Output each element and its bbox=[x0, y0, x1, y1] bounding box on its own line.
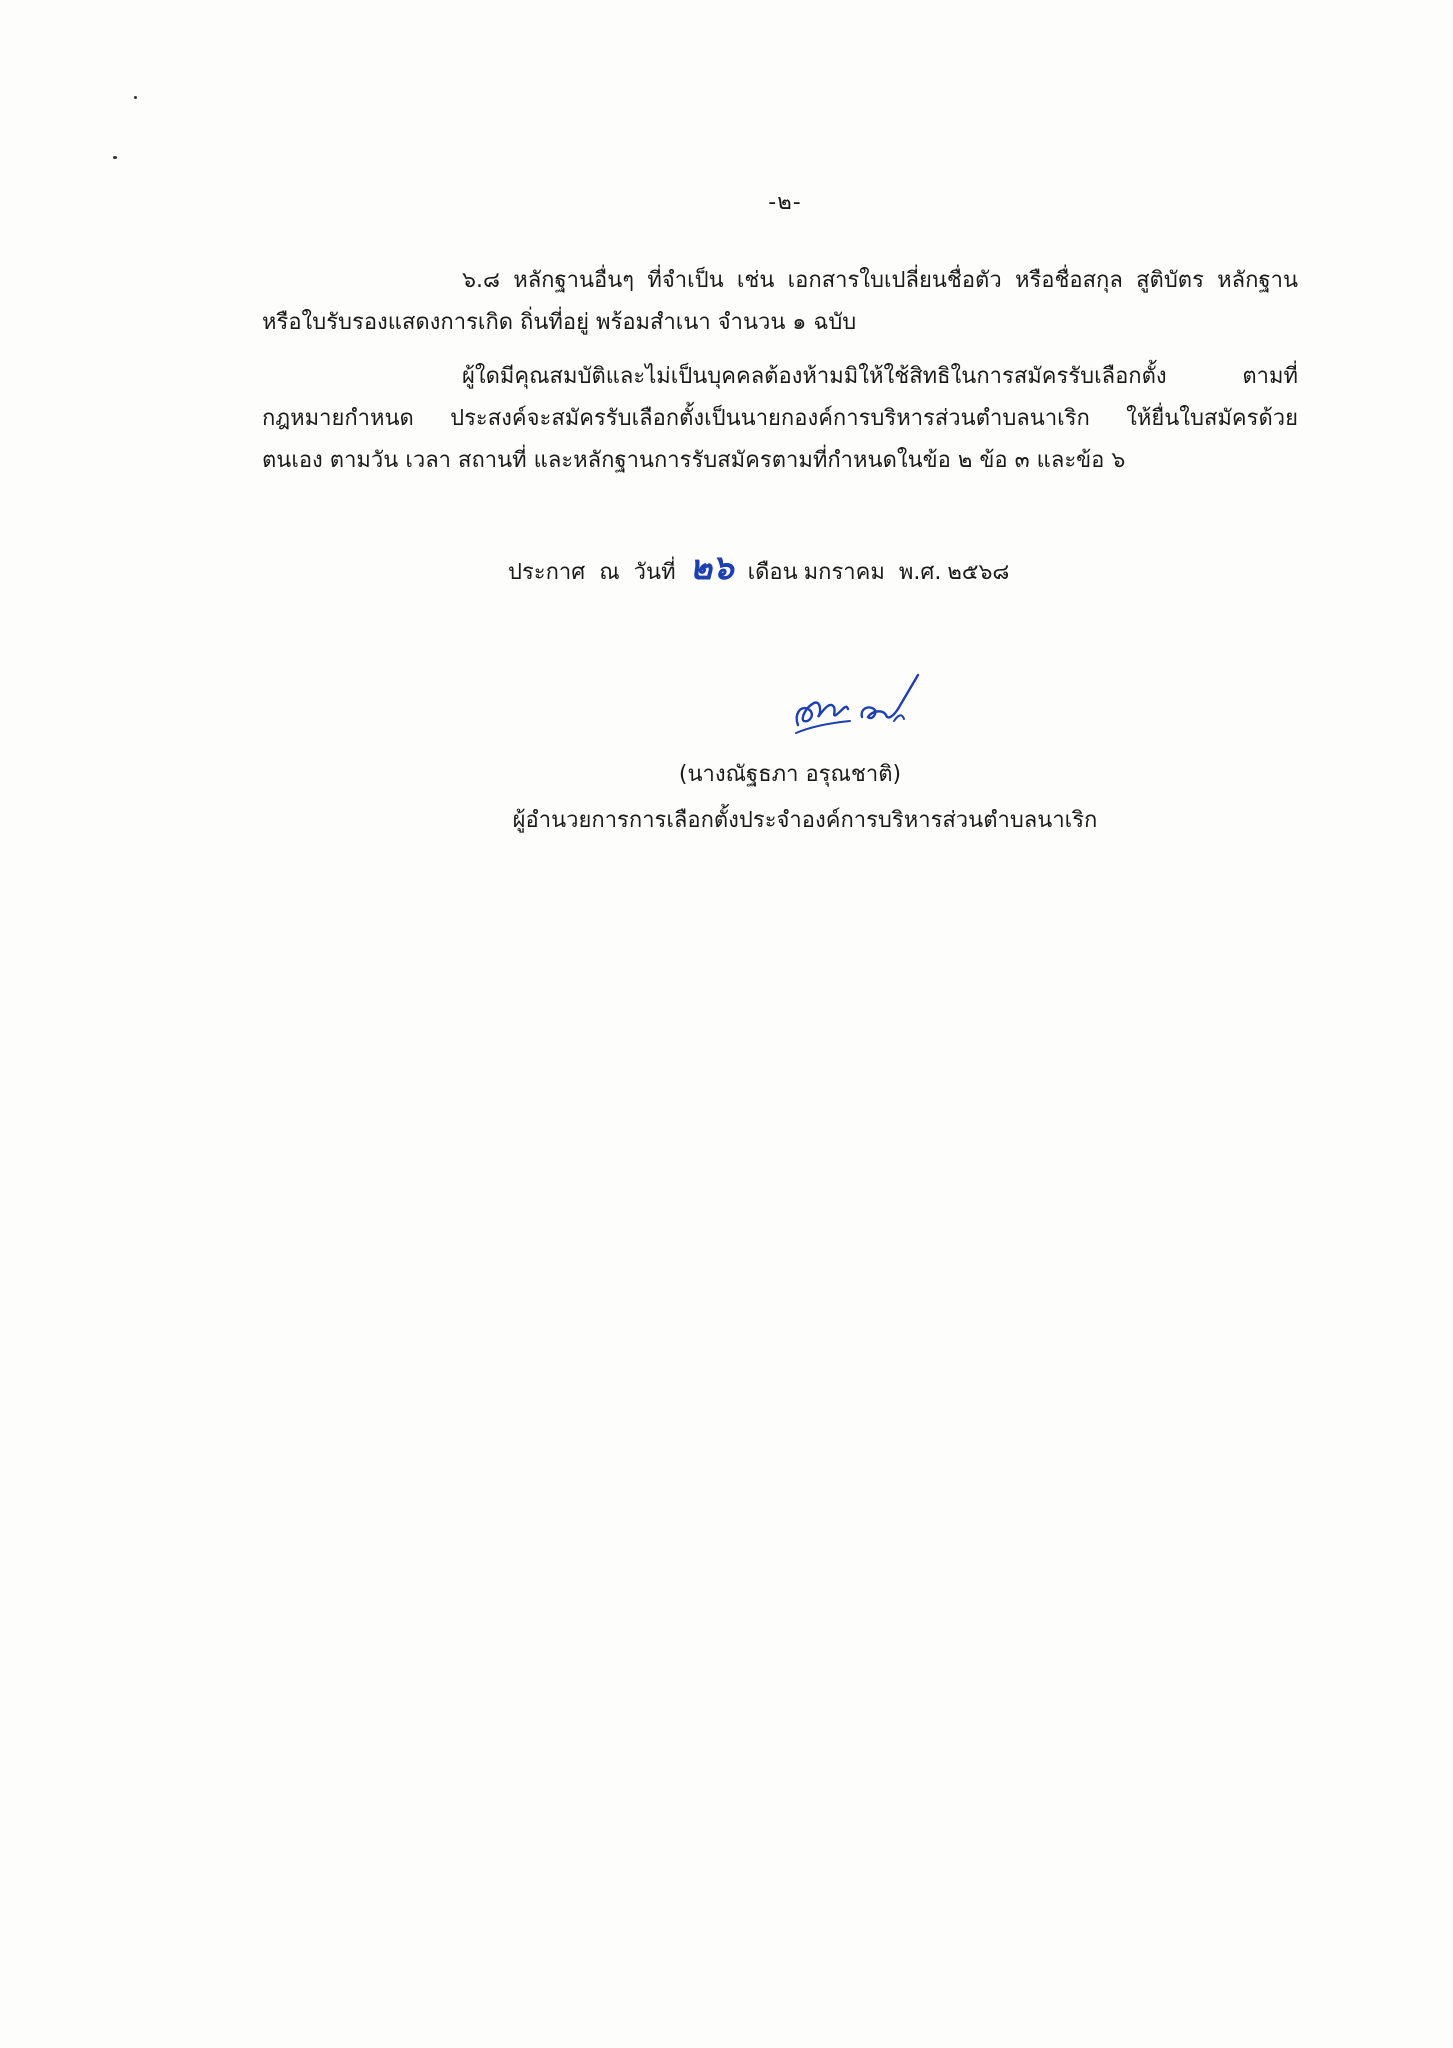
year-value: ๒๕๖๘ bbox=[947, 560, 1010, 585]
evidence-paragraph: ๖.๘ หลักฐานอื่นๆ ที่จำเป็น เช่น เอกสารใบเปลี่ยนชื่อตัว หรือชื่อสกุล สูติบัตร หลักฐาน หรือใบรับรองแสดงการเกิด ถิ่นที่อยู่ พร้อมสำเนา จำนวน ๑ ฉบับ bbox=[262, 268, 1298, 335]
page-number: -๒- bbox=[768, 190, 802, 215]
month-label: เดือน bbox=[747, 560, 798, 585]
month-value: มกราคม bbox=[803, 560, 885, 585]
body-text bbox=[262, 260, 1298, 482]
signer-title: ผู้อำนวยการการเลือกตั้งประจำองค์การบริหารส่วนตำบลนาเริก bbox=[512, 808, 1098, 833]
handwritten-day: ๒๖ bbox=[689, 548, 734, 588]
announcement-date-line bbox=[508, 540, 1023, 594]
era-label: พ.ศ. bbox=[898, 560, 942, 585]
scan-speck bbox=[113, 156, 117, 159]
handwritten-signature bbox=[790, 665, 930, 745]
announce-label: ประกาศ bbox=[508, 560, 586, 585]
application-paragraph: ผู้ใดมีคุณสมบัติและไม่เป็นบุคคลต้องห้ามมิให้ใช้สิทธิในการสมัครรับเลือกตั้ง ตามที่กฎหมายกำหนด ประสงค์จะสมัครรับเลือกตั้งเป็นนายกองค์การบริหารส่วนตำบลนาเริก ให้ยื่นใบสมัครด้วยตนเอง ตามวัน เวลา สถานที่ และหลักฐานการรับสมัครตามที่กำหนดในข้อ ๒ ข้อ ๓ และข้อ ๖ bbox=[262, 364, 1298, 473]
day-label: วันที่ bbox=[633, 560, 676, 585]
scan-speck bbox=[134, 96, 137, 99]
at-label: ณ bbox=[599, 560, 620, 585]
signer-name: (นางณัฐธภา อรุณชาติ) bbox=[678, 762, 902, 787]
